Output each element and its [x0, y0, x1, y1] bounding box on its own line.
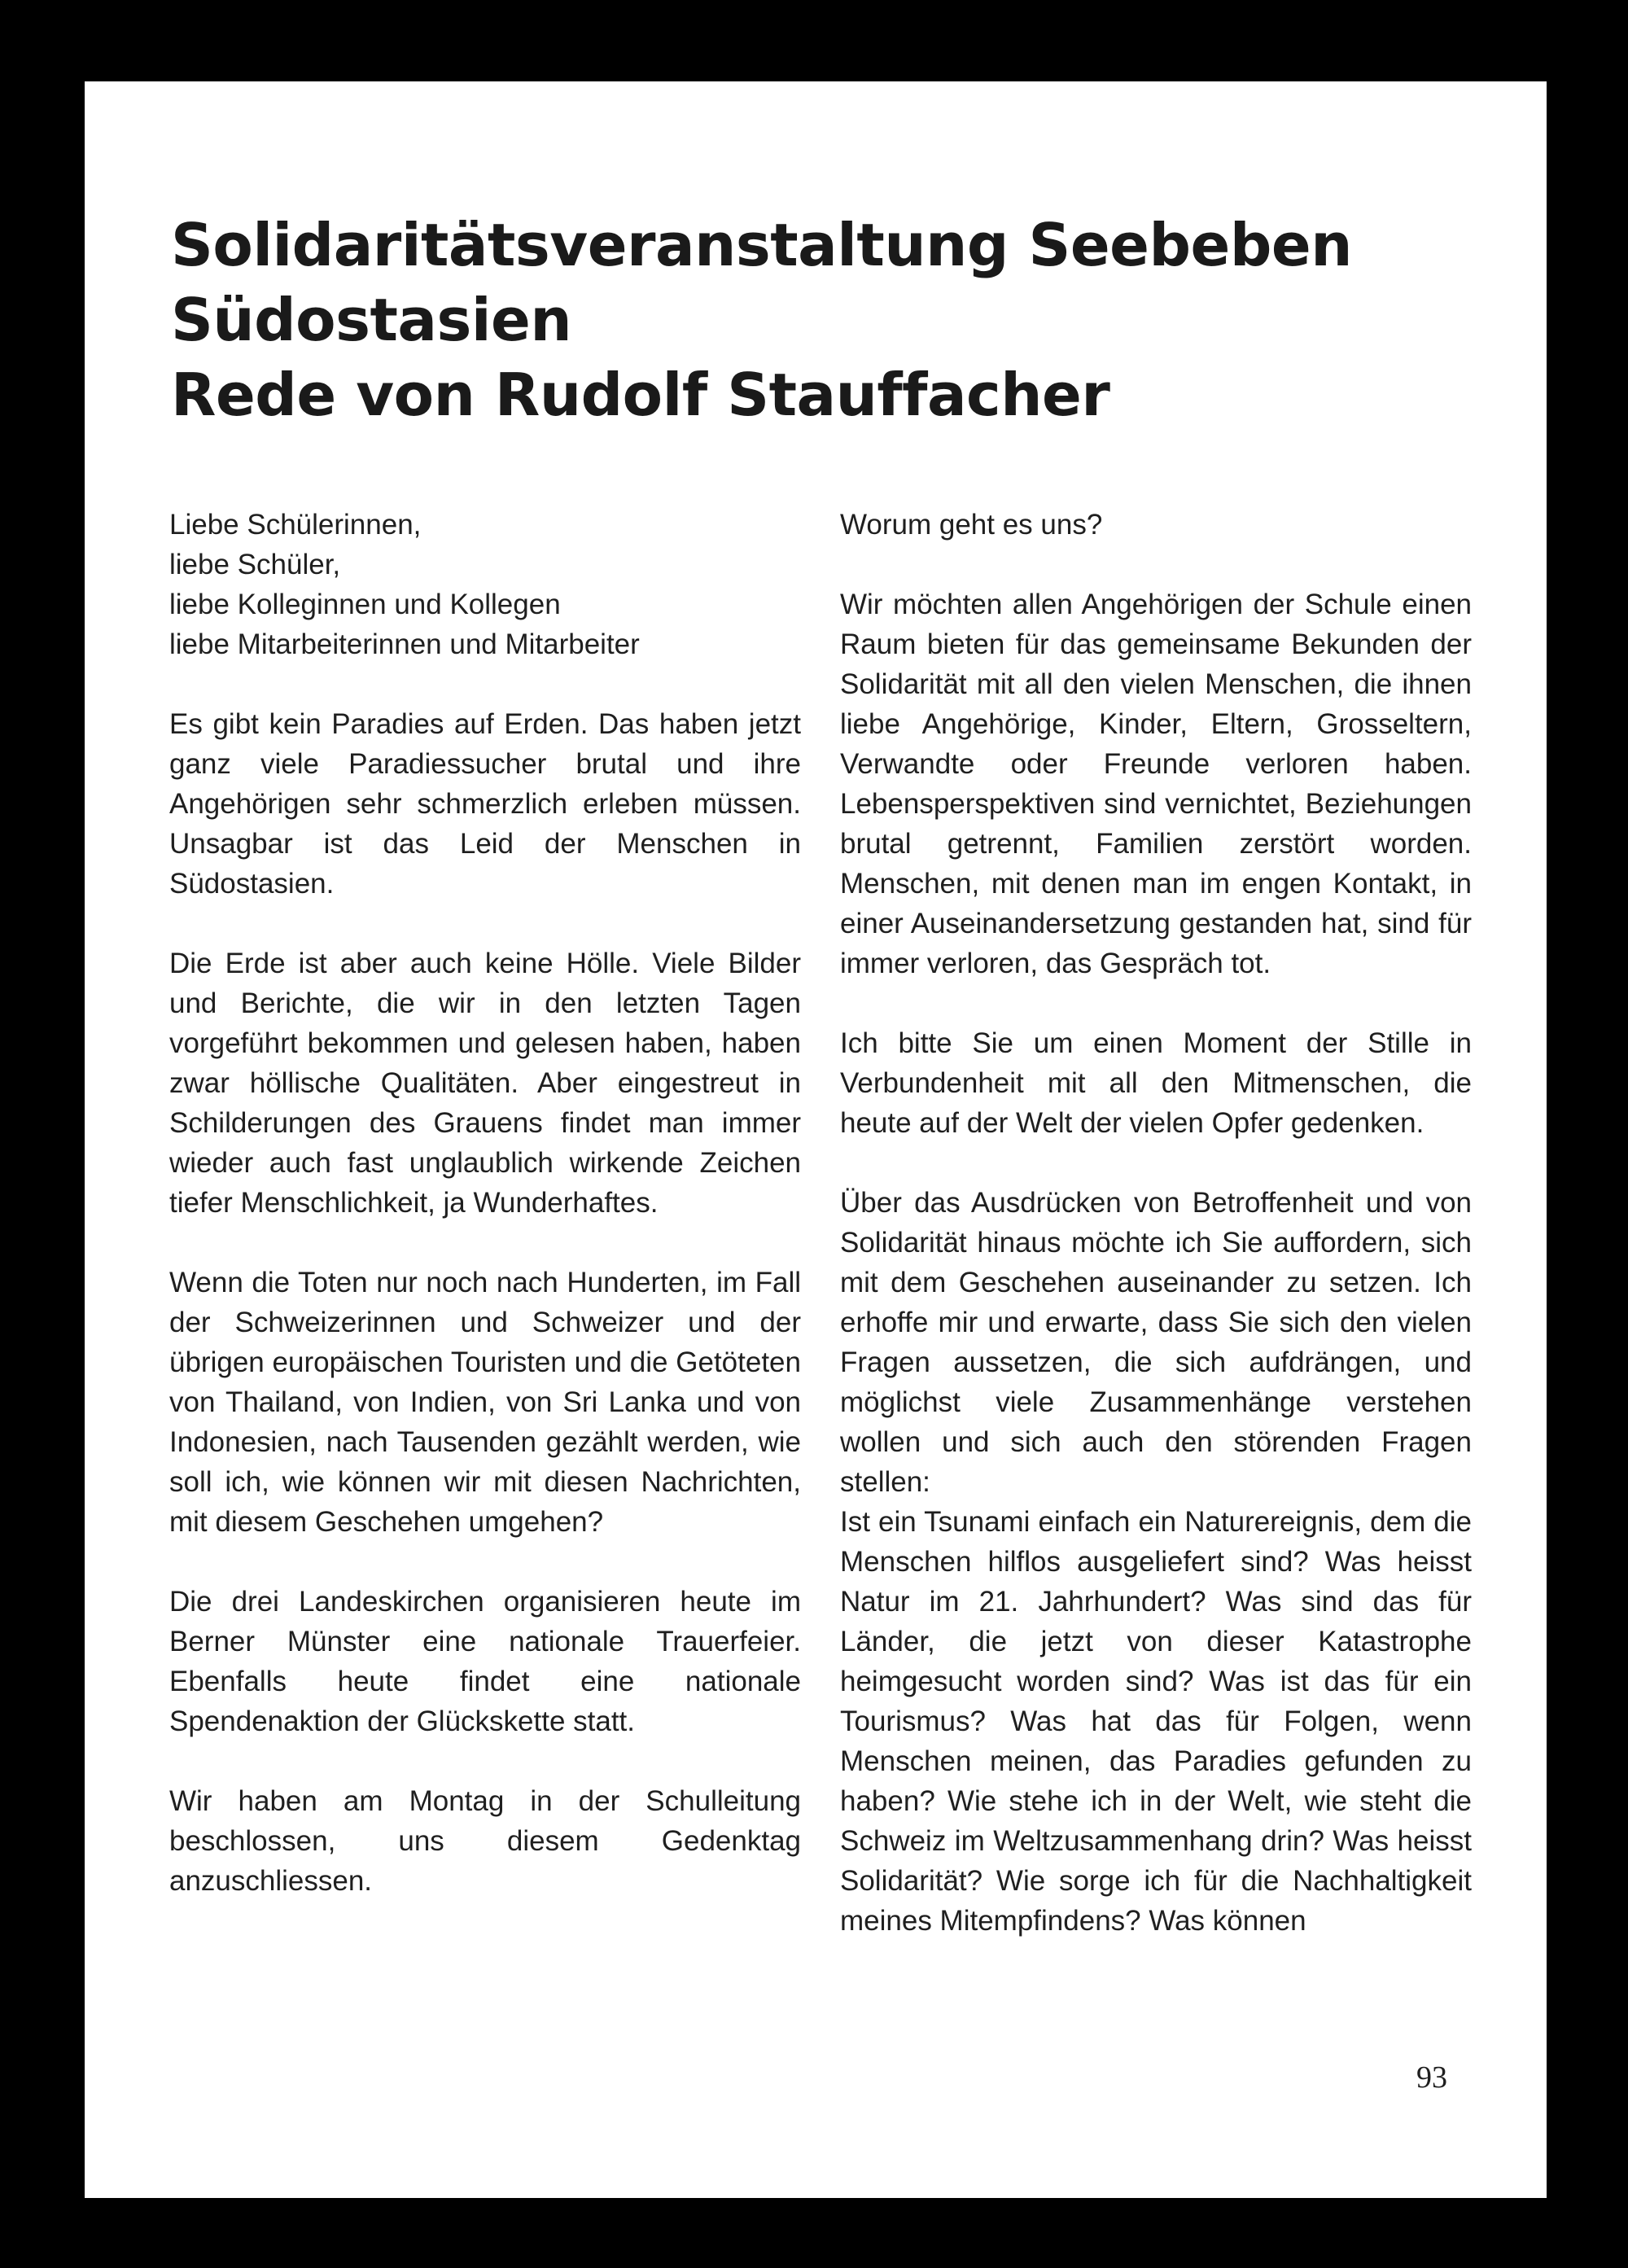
salutation-line: liebe Kolleginnen und Kollegen [169, 589, 561, 620]
paragraph: Ist ein Tsunami einfach ein Naturereignis, dem die Menschen hilflos ausgeliefert sind? Was heisst Natur im 21. Jahrhundert? Was sind das für Länder, die jetzt von dieser Katastrophe heimgesucht worden sind? Was ist das für ein Tourismus? Was hat das für Folgen, wenn Menschen meinen, das Paradies gefunden zu haben? Wie stehe ich in der Welt, wie steht die Schweiz im Weltzusammenhang drin? Was heisst Solidarität? Wie sorge ich für die Nachhaltigkeit meines Mitempfindens? Was können [840, 1506, 1472, 1937]
salutation [169, 505, 801, 664]
salutation-line: Liebe Schülerinnen, [169, 509, 422, 541]
left-column [169, 505, 801, 1941]
page-number: 93 [1416, 2060, 1447, 2095]
paragraph: Es gibt kein Paradies auf Erden. Das haben jetzt ganz viele Paradiessucher brutal und ihre Angehörigen sehr schmerzlich erleben müssen. Unsagbar ist das Leid der Menschen in Südostasien. [169, 708, 801, 900]
paragraph: Wir möchten allen Angehörigen der Schule einen Raum bieten für das gemeinsame Bekunden der Solidarität mit all den vielen Menschen, die ihnen liebe Angehörige, Kinder, Eltern, Grosseltern, Verwandte oder Freunde verloren haben. Lebensperspektiven sind vernichtet, Beziehungen brutal getrennt, Familien zerstört worden. Menschen, mit denen man im engen Kontakt, in einer Auseinandersetzung gestanden hat, sind für immer verloren, das Gespräch tot. [840, 589, 1472, 979]
paragraph: Die Erde ist aber auch keine Hölle. Viele Bilder und Berichte, die wir in den letzten Tagen vorgeführt bekommen und gelesen haben, haben zwar höllische Qualitäten. Aber eingestreut in Schilderungen des Grauens findet man immer wieder auch fast unglaublich wirkende Zeichen tiefer Menschlichkeit, ja Wunderhaftes. [169, 948, 801, 1219]
salutation-line: liebe Schüler, [169, 549, 341, 580]
title-line-1: Solidaritätsveranstaltung Seebeben [171, 211, 1352, 279]
paragraph: Die drei Landeskirchen organisieren heute im Berner Münster eine nationale Trauerfeier. Ebenfalls heute findet eine nationale Spendenaktion der Glückskette statt. [169, 1586, 801, 1737]
title-line-3: Rede von Rudolf Stauffacher [171, 361, 1110, 429]
right-column [840, 505, 1472, 1981]
paragraph: Über das Ausdrücken von Betroffenheit und von Solidarität hinaus möchte ich Sie auffordern, sich mit dem Geschehen auseinander zu setzen. Ich erhoffe mir und erwarte, dass Sie sich den vielen Fragen aussetzen, die sich aufdrängen, und möglichst viele Zusammenhänge verstehen wollen und sich auch den störenden Fragen stellen: [840, 1187, 1472, 1498]
paragraph: Worum geht es uns? [840, 509, 1103, 541]
paragraph: Wenn die Toten nur noch nach Hunderten, im Fall der Schweizerinnen und Schweizer und der übrigen europäischen Touristen und die Getöteten von Thailand, von Indien, von Sri Lanka und von Indonesien, nach Tausenden gezählt werden, wie soll ich, wie können wir mit diesen Nachrichten, mit diesem Geschehen umgehen? [169, 1267, 801, 1538]
salutation-line: liebe Mitarbeiterinnen und Mitarbeiter [169, 628, 640, 660]
title-line-2: Südostasien [171, 286, 572, 354]
paragraph: Wir haben am Montag in der Schulleitung beschlossen, uns diesem Gedenktag anzuschliessen. [169, 1785, 801, 1897]
page-title [171, 208, 1473, 432]
paragraph: Ich bitte Sie um einen Moment der Stille in Verbundenheit mit all den Mitmenschen, die heute auf der Welt der vielen Opfer gedenken. [840, 1027, 1472, 1139]
